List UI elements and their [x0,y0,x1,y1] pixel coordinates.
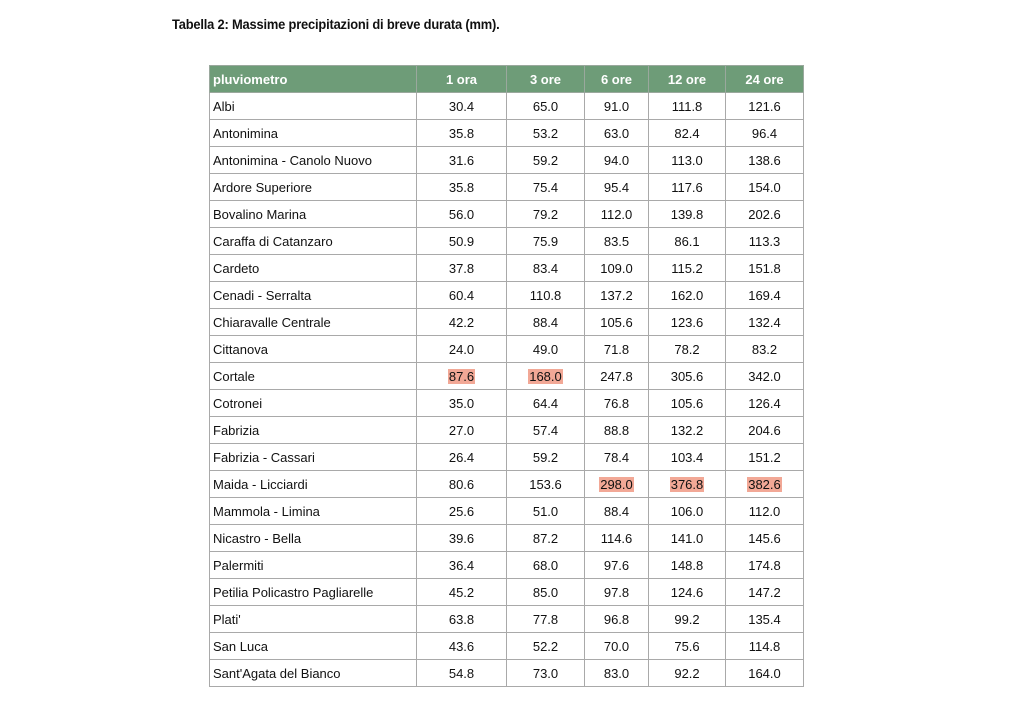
station-name-cell: Chiaravalle Centrale [210,309,417,336]
value-cell [417,336,507,363]
table-row [210,228,804,255]
cell-value: 147.2 [748,584,781,600]
value-cell [507,390,585,417]
value-cell [507,606,585,633]
cell-value: 154.0 [748,179,781,195]
precipitation-table [209,65,804,687]
value-cell [507,498,585,525]
value-cell [726,552,804,579]
value-cell [585,93,649,120]
cell-value: 83.5 [603,233,630,249]
cell-value: 204.6 [748,422,781,438]
value-cell [726,498,804,525]
station-name-cell: Mammola - Limina [210,498,417,525]
cell-value: 35.8 [448,125,475,141]
value-cell [507,201,585,228]
value-cell [417,255,507,282]
cell-value: 42.2 [448,314,475,330]
value-cell [585,255,649,282]
cell-value: 83.4 [532,260,559,276]
cell-value: 85.0 [532,584,559,600]
cell-value: 109.0 [600,260,633,276]
cell-value: 174.8 [748,557,781,573]
cell-value: 135.4 [748,611,781,627]
value-cell [507,120,585,147]
value-cell [726,633,804,660]
cell-value: 97.6 [603,557,630,573]
value-cell [507,633,585,660]
table-row [210,444,804,471]
cell-value: 51.0 [532,503,559,519]
cell-value: 30.4 [448,98,475,114]
table-row [210,417,804,444]
cell-value: 123.6 [670,314,704,330]
cell-value: 138.6 [748,152,781,168]
station-name-cell: Plati' [210,606,417,633]
cell-value: 139.8 [670,206,704,222]
cell-value: 94.0 [603,152,630,168]
cell-value: 25.6 [448,503,475,519]
cell-value: 88.4 [532,314,559,330]
station-name-cell: Ardore Superiore [210,174,417,201]
cell-value: 114.8 [748,638,781,654]
cell-value: 60.4 [448,287,475,303]
cell-value: 53.2 [532,125,559,141]
value-cell [726,363,804,390]
cell-value: 92.2 [674,665,700,681]
cell-value: 106.0 [670,503,704,519]
value-cell [726,444,804,471]
value-cell [726,606,804,633]
cell-value: 105.6 [600,314,633,330]
station-name-cell: Nicastro - Bella [210,525,417,552]
value-cell [649,336,726,363]
station-name-cell: Fabrizia [210,417,417,444]
value-cell [507,417,585,444]
value-cell [507,444,585,471]
value-cell [507,228,585,255]
cell-value: 162.0 [670,287,704,303]
cell-value: 151.2 [748,449,781,465]
value-cell [417,498,507,525]
cell-value: 27.0 [448,422,475,438]
value-cell [507,309,585,336]
value-cell [585,228,649,255]
station-name-cell: Bovalino Marina [210,201,417,228]
highlighted-value: 376.8 [670,476,704,492]
table-row [210,579,804,606]
value-cell [417,120,507,147]
value-cell [585,417,649,444]
station-name-cell: Sant'Agata del Bianco [210,660,417,687]
cell-value: 35.8 [448,179,475,195]
value-cell [726,390,804,417]
cell-value: 65.0 [532,98,559,114]
value-cell [507,282,585,309]
station-name-cell: San Luca [210,633,417,660]
cell-value: 83.0 [603,665,630,681]
cell-value: 97.8 [603,584,630,600]
value-cell [726,525,804,552]
value-cell [726,579,804,606]
cell-value: 52.2 [532,638,559,654]
value-cell [507,147,585,174]
value-cell [649,228,726,255]
value-cell [726,147,804,174]
value-cell [649,390,726,417]
cell-value: 78.4 [603,449,630,465]
cell-value: 112.0 [748,503,781,519]
value-cell [649,471,726,498]
value-cell [507,471,585,498]
table-row [210,336,804,363]
table-row [210,525,804,552]
station-name-cell: Cortale [210,363,417,390]
value-cell [649,417,726,444]
cell-value: 132.4 [748,314,781,330]
value-cell [726,174,804,201]
value-cell [417,147,507,174]
cell-value: 35.0 [448,395,475,411]
cell-value: 86.1 [674,233,700,249]
value-cell [726,120,804,147]
cell-value: 75.4 [532,179,559,195]
cell-value: 113.0 [671,152,703,168]
value-cell [585,174,649,201]
value-cell [726,660,804,687]
cell-value: 39.6 [448,530,475,546]
value-cell [417,201,507,228]
value-cell [417,471,507,498]
cell-value: 91.0 [603,98,630,114]
table-row [210,552,804,579]
cell-value: 99.2 [674,611,700,627]
cell-value: 83.2 [751,341,778,357]
table-row [210,174,804,201]
value-cell [417,633,507,660]
table-row [210,363,804,390]
value-cell [507,174,585,201]
column-header-24-ore: 24 ore [726,66,804,93]
value-cell [507,579,585,606]
value-cell [649,606,726,633]
cell-value: 145.6 [748,530,781,546]
station-name-cell: Palermiti [210,552,417,579]
column-header-6-ore: 6 ore [585,66,649,93]
value-cell [417,417,507,444]
value-cell [649,174,726,201]
value-cell [649,525,726,552]
cell-value: 57.4 [532,422,559,438]
cell-value: 105.6 [670,395,704,411]
highlighted-value: 168.0 [529,368,562,384]
cell-value: 153.6 [529,476,562,492]
cell-value: 305.6 [670,368,704,384]
value-cell [417,93,507,120]
cell-value: 63.8 [448,611,475,627]
station-name-cell: Petilia Policastro Pagliarelle [210,579,417,606]
cell-value: 24.0 [448,341,475,357]
highlighted-value: 382.6 [748,476,781,492]
table-row [210,120,804,147]
column-header-pluviometro: pluviometro [210,66,417,93]
value-cell [417,282,507,309]
cell-value: 103.4 [670,449,704,465]
table-row [210,309,804,336]
value-cell [507,552,585,579]
value-cell [585,309,649,336]
value-cell [585,444,649,471]
value-cell [585,498,649,525]
value-cell [585,579,649,606]
value-cell [649,93,726,120]
value-cell [417,552,507,579]
cell-value: 71.8 [603,341,630,357]
column-header-1-ora: 1 ora [417,66,507,93]
cell-value: 112.0 [600,206,633,222]
cell-value: 26.4 [448,449,475,465]
value-cell [649,633,726,660]
cell-value: 114.6 [600,530,633,546]
cell-value: 80.6 [448,476,475,492]
table-row [210,93,804,120]
value-cell [507,93,585,120]
cell-value: 247.8 [600,368,633,384]
table-row [210,201,804,228]
value-cell [585,552,649,579]
value-cell [649,363,726,390]
station-name-cell: Antonimina [210,120,417,147]
table-header-row [210,66,804,93]
cell-value: 75.9 [532,233,559,249]
station-name-cell: Albi [210,93,417,120]
cell-value: 132.2 [670,422,704,438]
value-cell [585,147,649,174]
highlighted-value: 298.0 [600,476,633,492]
value-cell [649,498,726,525]
value-cell [726,282,804,309]
value-cell [726,336,804,363]
station-name-cell: Fabrizia - Cassari [210,444,417,471]
table-row [210,147,804,174]
cell-value: 148.8 [670,557,704,573]
value-cell [649,255,726,282]
cell-value: 113.3 [748,233,781,249]
highlighted-value: 87.6 [448,368,475,384]
value-cell [585,606,649,633]
value-cell [417,660,507,687]
cell-value: 141.0 [670,530,704,546]
value-cell [585,660,649,687]
value-cell [585,363,649,390]
value-cell [649,660,726,687]
value-cell [585,390,649,417]
cell-value: 37.8 [448,260,475,276]
value-cell [507,525,585,552]
value-cell [726,417,804,444]
value-cell [417,579,507,606]
table-row [210,390,804,417]
value-cell [585,471,649,498]
cell-value: 63.0 [603,125,630,141]
cell-value: 59.2 [532,152,559,168]
cell-value: 78.2 [674,341,700,357]
cell-value: 31.6 [448,152,475,168]
table-row [210,282,804,309]
cell-value: 54.8 [448,665,475,681]
value-cell [726,201,804,228]
cell-value: 115.2 [671,260,703,276]
value-cell [585,525,649,552]
cell-value: 164.0 [748,665,781,681]
value-cell [726,471,804,498]
value-cell [417,525,507,552]
cell-value: 342.0 [748,368,781,384]
cell-value: 87.2 [532,530,559,546]
cell-value: 124.6 [670,584,704,600]
value-cell [726,93,804,120]
value-cell [649,579,726,606]
value-cell [585,282,649,309]
value-cell [417,309,507,336]
cell-value: 36.4 [448,557,475,573]
value-cell [649,309,726,336]
cell-value: 95.4 [603,179,630,195]
cell-value: 202.6 [748,206,781,222]
value-cell [417,228,507,255]
value-cell [417,363,507,390]
cell-value: 121.6 [748,98,781,114]
cell-value: 137.2 [600,287,633,303]
value-cell [726,309,804,336]
value-cell [726,228,804,255]
value-cell [649,120,726,147]
value-cell [417,174,507,201]
value-cell [507,255,585,282]
value-cell [649,147,726,174]
value-cell [417,444,507,471]
cell-value: 45.2 [448,584,475,600]
cell-value: 56.0 [448,206,475,222]
cell-value: 68.0 [532,557,559,573]
value-cell [417,390,507,417]
cell-value: 169.4 [748,287,781,303]
value-cell [417,606,507,633]
value-cell [507,363,585,390]
cell-value: 110.8 [529,287,562,303]
cell-value: 82.4 [674,125,700,141]
cell-value: 96.8 [603,611,630,627]
table-row [210,471,804,498]
cell-value: 77.8 [532,611,559,627]
value-cell [585,633,649,660]
table-row [210,498,804,525]
cell-value: 76.8 [603,395,630,411]
value-cell [507,336,585,363]
value-cell [507,660,585,687]
cell-value: 126.4 [748,395,781,411]
cell-value: 50.9 [448,233,475,249]
table-row [210,660,804,687]
cell-value: 59.2 [532,449,559,465]
value-cell [649,552,726,579]
value-cell [649,444,726,471]
cell-value: 49.0 [532,341,559,357]
station-name-cell: Caraffa di Catanzaro [210,228,417,255]
cell-value: 111.8 [671,98,703,114]
cell-value: 73.0 [532,665,559,681]
station-name-cell: Cittanova [210,336,417,363]
column-header-3-ore: 3 ore [507,66,585,93]
column-header-12-ore: 12 ore [649,66,726,93]
cell-value: 96.4 [751,125,778,141]
table-row [210,633,804,660]
station-name-cell: Cenadi - Serralta [210,282,417,309]
table-row [210,606,804,633]
station-name-cell: Maida - Licciardi [210,471,417,498]
table-caption: Tabella 2: Massime precipitazioni di breve durata (mm). [172,16,500,32]
station-name-cell: Antonimina - Canolo Nuovo [210,147,417,174]
value-cell [726,255,804,282]
table-row [210,255,804,282]
value-cell [649,282,726,309]
cell-value: 117.6 [671,179,703,195]
cell-value: 43.6 [448,638,475,654]
cell-value: 70.0 [603,638,630,654]
value-cell [585,336,649,363]
cell-value: 88.8 [603,422,630,438]
cell-value: 75.6 [674,638,700,654]
value-cell [585,120,649,147]
station-name-cell: Cardeto [210,255,417,282]
cell-value: 79.2 [532,206,559,222]
cell-value: 151.8 [748,260,781,276]
cell-value: 88.4 [603,503,630,519]
table-body [210,93,804,687]
station-name-cell: Cotronei [210,390,417,417]
cell-value: 64.4 [532,395,559,411]
value-cell [585,201,649,228]
value-cell [649,201,726,228]
